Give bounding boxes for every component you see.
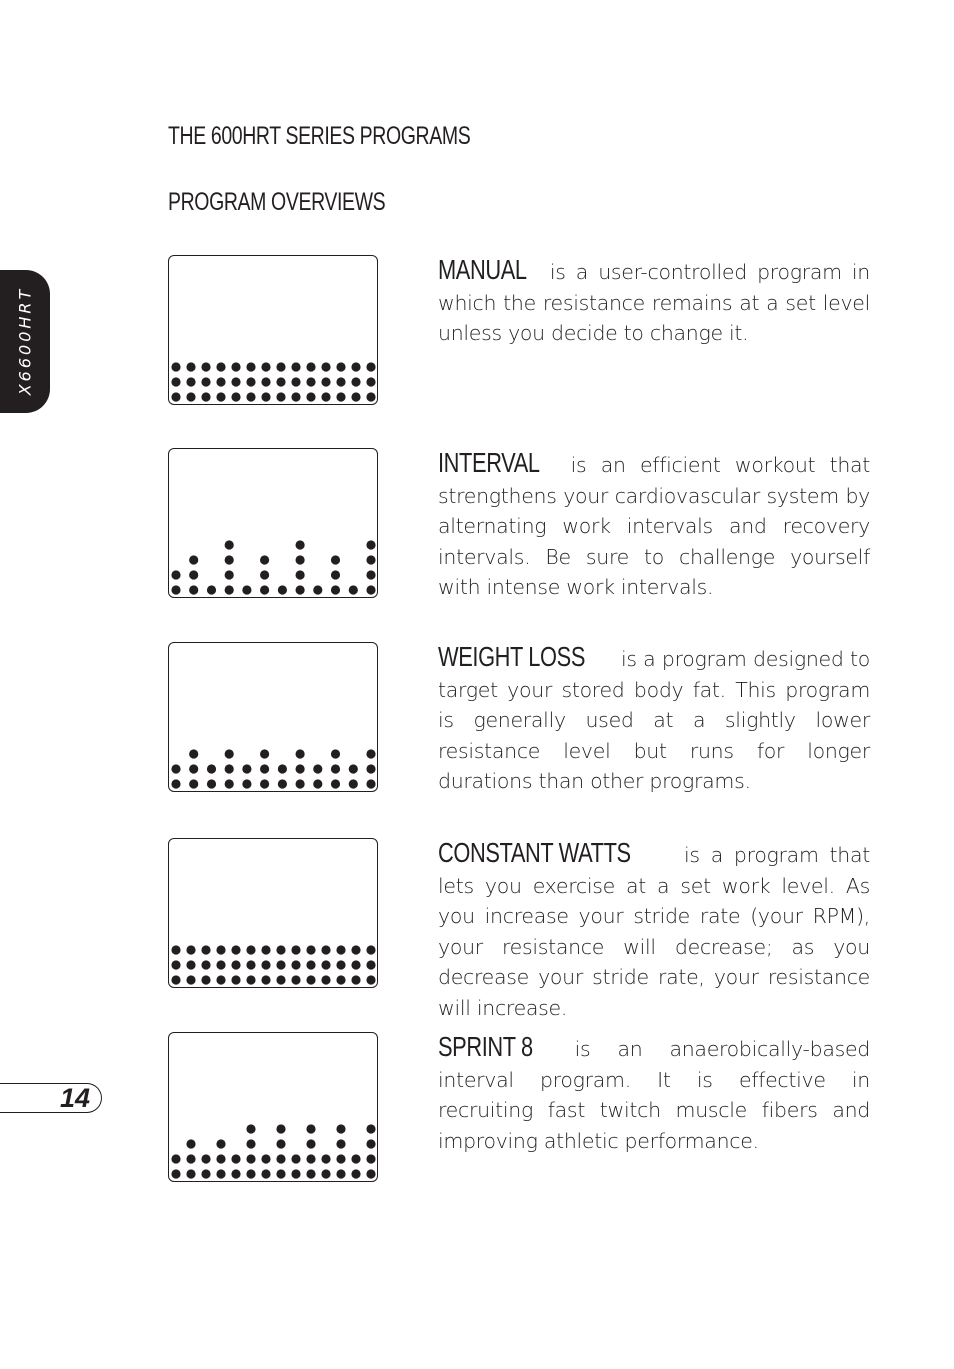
- profile-dot: [260, 570, 269, 579]
- profile-dot: [260, 585, 269, 594]
- profile-dot-matrix: [169, 449, 379, 599]
- profile-dot: [276, 975, 285, 984]
- program-name: INTERVAL: [438, 447, 540, 478]
- program-profile-display: [168, 642, 378, 792]
- profile-dot: [313, 585, 322, 594]
- profile-dot: [246, 945, 255, 954]
- profile-dot: [351, 1169, 360, 1178]
- profile-dot: [366, 749, 375, 758]
- profile-dot: [171, 362, 180, 371]
- profile-dot: [261, 975, 270, 984]
- profile-dot: [291, 377, 300, 386]
- profile-dot: [242, 585, 251, 594]
- profile-dot: [231, 960, 240, 969]
- profile-dot: [291, 960, 300, 969]
- program-description: [438, 838, 870, 1023]
- profile-dot: [306, 362, 315, 371]
- profile-dot: [306, 1139, 315, 1148]
- profile-dot: [366, 779, 375, 788]
- profile-dot: [186, 377, 195, 386]
- profile-dot: [321, 392, 330, 401]
- profile-dot: [331, 555, 340, 564]
- profile-dot: [225, 779, 234, 788]
- profile-dot: [231, 975, 240, 984]
- profile-dot-matrix: [169, 1033, 379, 1183]
- profile-dot: [246, 377, 255, 386]
- profile-dot: [366, 1124, 375, 1133]
- profile-dot: [291, 1154, 300, 1163]
- program-name: WEIGHT LOSS: [438, 641, 586, 672]
- profile-dot: [246, 1169, 255, 1178]
- profile-dot: [189, 555, 198, 564]
- side-tab-label: X6600HRT: [15, 286, 35, 396]
- profile-dot: [306, 1154, 315, 1163]
- side-tab: [0, 270, 50, 413]
- profile-dot: [366, 570, 375, 579]
- profile-dot: [216, 1169, 225, 1178]
- profile-dot: [225, 749, 234, 758]
- profile-dot: [201, 1169, 210, 1178]
- page-number: 14: [60, 1083, 91, 1113]
- profile-dot: [225, 585, 234, 594]
- profile-dot: [306, 1169, 315, 1178]
- profile-dot: [291, 362, 300, 371]
- profile-dot: [276, 362, 285, 371]
- profile-dot: [201, 362, 210, 371]
- profile-dot: [189, 749, 198, 758]
- profile-dot: [171, 779, 180, 788]
- profile-dot: [331, 764, 340, 773]
- profile-dot: [231, 1169, 240, 1178]
- profile-dot: [171, 585, 180, 594]
- profile-dot: [276, 960, 285, 969]
- profile-dot: [201, 1154, 210, 1163]
- profile-dot: [216, 377, 225, 386]
- profile-dot: [276, 1139, 285, 1148]
- profile-dot: [261, 377, 270, 386]
- profile-dot: [336, 1154, 345, 1163]
- profile-dot: [366, 392, 375, 401]
- profile-dot: [246, 1124, 255, 1133]
- profile-dot: [331, 749, 340, 758]
- profile-dot: [171, 570, 180, 579]
- profile-dot: [336, 960, 345, 969]
- profile-dot: [246, 1139, 255, 1148]
- profile-dot: [242, 779, 251, 788]
- program-profile-display: [168, 838, 378, 988]
- profile-dot: [186, 1154, 195, 1163]
- profile-dot: [186, 945, 195, 954]
- profile-dot: [278, 764, 287, 773]
- profile-dot: [321, 377, 330, 386]
- profile-dot: [189, 764, 198, 773]
- profile-dot: [336, 377, 345, 386]
- profile-dot: [296, 555, 305, 564]
- profile-dot: [366, 945, 375, 954]
- profile-dot: [321, 1154, 330, 1163]
- program-profile-display: [168, 255, 378, 405]
- program-description-text: is a user-controlled program in which the resistance remains at a set level unless you decide to change it.: [438, 260, 871, 345]
- profile-dot: [366, 960, 375, 969]
- profile-dot: [201, 377, 210, 386]
- profile-dot: [186, 1139, 195, 1148]
- profile-dot: [306, 960, 315, 969]
- profile-dot: [351, 362, 360, 371]
- profile-dot: [201, 945, 210, 954]
- profile-dot: [186, 362, 195, 371]
- program-profile-display: [168, 448, 378, 598]
- section-title: PROGRAM OVERVIEWS: [168, 188, 386, 216]
- profile-dot: [276, 1154, 285, 1163]
- profile-dot: [261, 1169, 270, 1178]
- profile-dot: [216, 392, 225, 401]
- profile-dot: [171, 392, 180, 401]
- profile-dot: [351, 975, 360, 984]
- profile-dot: [261, 362, 270, 371]
- program-description-text: is a program that lets you exercise at a set work level. As you increase your stride rate (your RPM), your resistance will decrease; as you decrease your stride rate, your resistance will increase.: [438, 843, 870, 1020]
- program-name: CONSTANT WATTS: [438, 837, 631, 868]
- profile-dot: [336, 392, 345, 401]
- profile-dot: [321, 1169, 330, 1178]
- profile-dot: [246, 362, 255, 371]
- profile-dot: [366, 975, 375, 984]
- profile-dot: [186, 1169, 195, 1178]
- profile-dot: [351, 960, 360, 969]
- program-description-text: is a program designed to target your stored body fat. This program is generally used at a slightly lower resistance level but runs for longer durations than other programs.: [438, 647, 870, 793]
- profile-dot: [296, 585, 305, 594]
- profile-dot: [171, 764, 180, 773]
- profile-dot: [189, 585, 198, 594]
- profile-dot: [336, 1139, 345, 1148]
- profile-dot: [296, 540, 305, 549]
- profile-dot: [321, 975, 330, 984]
- program-description: [438, 1032, 870, 1156]
- profile-dot: [216, 1139, 225, 1148]
- page-title: THE 600HRT SERIES PROGRAMS: [168, 122, 471, 150]
- profile-dot: [207, 585, 216, 594]
- program-description: [438, 642, 870, 797]
- program-description-text: is an anaerobically-based interval program. It is effective in recruiting fast twitch muscle fibers and improving athletic performance.: [438, 1037, 871, 1153]
- profile-dot: [261, 1154, 270, 1163]
- profile-dot: [231, 362, 240, 371]
- profile-dot: [306, 392, 315, 401]
- profile-dot: [201, 392, 210, 401]
- profile-dot: [366, 362, 375, 371]
- profile-dot: [186, 392, 195, 401]
- profile-dot: [313, 779, 322, 788]
- profile-dot: [201, 975, 210, 984]
- profile-dot: [231, 1154, 240, 1163]
- profile-dot: [331, 570, 340, 579]
- profile-dot: [216, 362, 225, 371]
- profile-dot: [351, 1154, 360, 1163]
- profile-dot: [225, 540, 234, 549]
- profile-dot: [349, 585, 358, 594]
- profile-dot: [171, 945, 180, 954]
- profile-dot: [366, 1139, 375, 1148]
- program-profile-display: [168, 1032, 378, 1182]
- page-number-box: [0, 1083, 102, 1113]
- profile-dot: [260, 555, 269, 564]
- profile-dot: [276, 1124, 285, 1133]
- profile-dot: [246, 392, 255, 401]
- profile-dot: [207, 779, 216, 788]
- profile-dot: [171, 377, 180, 386]
- profile-dot: [366, 585, 375, 594]
- profile-dot: [171, 960, 180, 969]
- profile-dot: [296, 570, 305, 579]
- profile-dot: [189, 570, 198, 579]
- profile-dot: [351, 377, 360, 386]
- profile-dot: [276, 377, 285, 386]
- profile-dot: [242, 764, 251, 773]
- profile-dot: [349, 779, 358, 788]
- profile-dot: [351, 392, 360, 401]
- profile-dot: [260, 749, 269, 758]
- profile-dot: [246, 1154, 255, 1163]
- profile-dot: [261, 392, 270, 401]
- profile-dot: [216, 975, 225, 984]
- profile-dot: [171, 1169, 180, 1178]
- profile-dot: [313, 764, 322, 773]
- profile-dot: [207, 764, 216, 773]
- profile-dot: [306, 945, 315, 954]
- profile-dot: [291, 945, 300, 954]
- profile-dot: [171, 975, 180, 984]
- profile-dot: [331, 779, 340, 788]
- profile-dot: [321, 945, 330, 954]
- profile-dot: [306, 1124, 315, 1133]
- profile-dot: [321, 362, 330, 371]
- profile-dot: [231, 392, 240, 401]
- profile-dot: [296, 749, 305, 758]
- profile-dot: [366, 1154, 375, 1163]
- profile-dot: [276, 392, 285, 401]
- program-description-text: is an efficient workout that strengthens your cardiovascular system by alternating work intervals and recovery intervals. Be sure to challenge yourself with intense work intervals.: [438, 453, 871, 599]
- profile-dot: [246, 960, 255, 969]
- profile-dot: [260, 779, 269, 788]
- profile-dot: [336, 1124, 345, 1133]
- profile-dot: [260, 764, 269, 773]
- profile-dot: [216, 960, 225, 969]
- profile-dot: [296, 779, 305, 788]
- profile-dot: [366, 1169, 375, 1178]
- profile-dot: [306, 377, 315, 386]
- profile-dot: [306, 975, 315, 984]
- program-name: SPRINT 8: [438, 1031, 533, 1062]
- program-description: [438, 255, 870, 349]
- profile-dot: [231, 377, 240, 386]
- profile-dot: [231, 945, 240, 954]
- profile-dot: [216, 1154, 225, 1163]
- profile-dot: [225, 555, 234, 564]
- profile-dot: [336, 362, 345, 371]
- profile-dot: [261, 960, 270, 969]
- profile-dot: [331, 585, 340, 594]
- program-description: [438, 448, 870, 603]
- profile-dot: [189, 779, 198, 788]
- profile-dot-matrix: [169, 256, 379, 406]
- profile-dot-matrix: [169, 643, 379, 793]
- profile-dot: [291, 975, 300, 984]
- profile-dot: [278, 585, 287, 594]
- profile-dot: [336, 945, 345, 954]
- profile-dot: [276, 1169, 285, 1178]
- profile-dot: [276, 945, 285, 954]
- profile-dot: [366, 555, 375, 564]
- profile-dot: [366, 764, 375, 773]
- profile-dot: [278, 779, 287, 788]
- profile-dot: [291, 392, 300, 401]
- profile-dot-matrix: [169, 839, 379, 989]
- profile-dot: [186, 960, 195, 969]
- profile-dot: [186, 975, 195, 984]
- profile-dot: [296, 764, 305, 773]
- profile-dot: [321, 960, 330, 969]
- profile-dot: [216, 945, 225, 954]
- profile-dot: [349, 764, 358, 773]
- profile-dot: [336, 975, 345, 984]
- profile-dot: [336, 1169, 345, 1178]
- profile-dot: [246, 975, 255, 984]
- profile-dot: [225, 764, 234, 773]
- profile-dot: [366, 377, 375, 386]
- program-name: MANUAL: [438, 254, 527, 285]
- profile-dot: [261, 945, 270, 954]
- profile-dot: [351, 945, 360, 954]
- profile-dot: [366, 540, 375, 549]
- profile-dot: [291, 1169, 300, 1178]
- profile-dot: [201, 960, 210, 969]
- profile-dot: [171, 1154, 180, 1163]
- profile-dot: [225, 570, 234, 579]
